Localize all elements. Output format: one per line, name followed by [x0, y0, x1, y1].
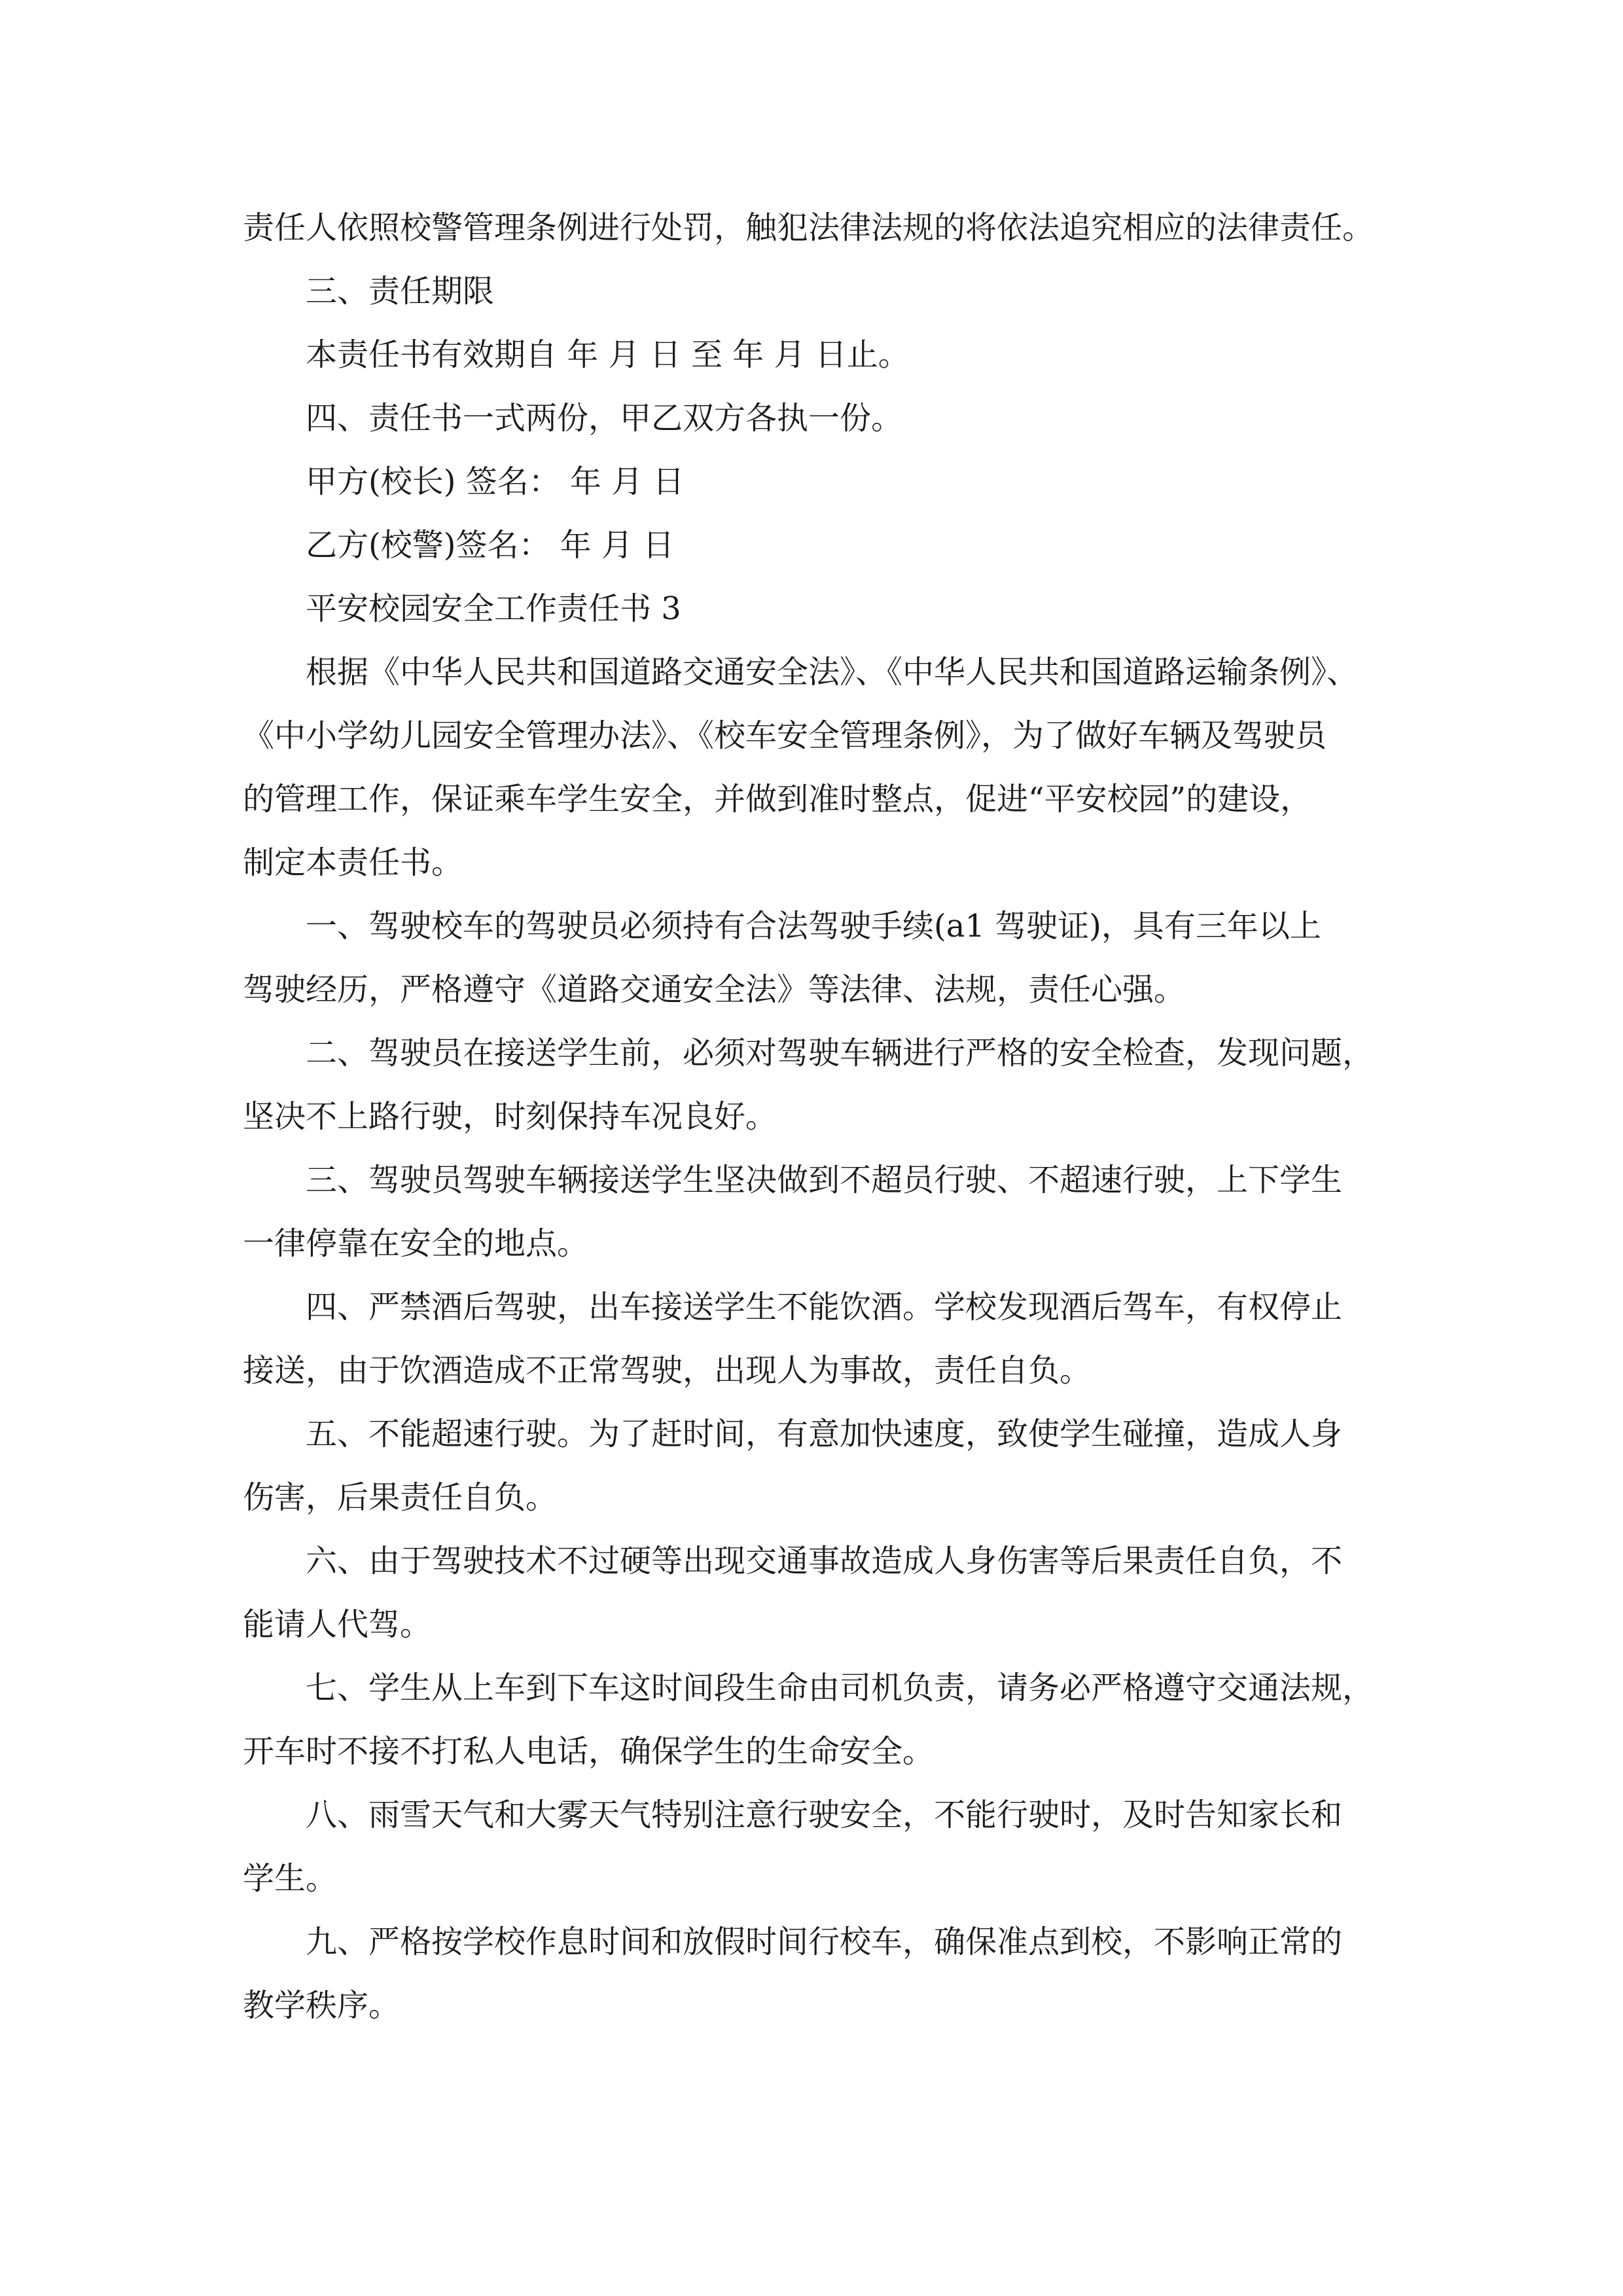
text-line: 五、不能超速行驶。为了赶时间，有意加快速度，致使学生碰撞，造成人身: [306, 1416, 1343, 1452]
text-line: 根据《中华人民共和国道路交通安全法》、《中华人民共和国道路运输条例》、: [306, 654, 1359, 691]
signature-line-party-a: 甲方(校长) 签名： 年 月 日: [306, 463, 685, 500]
text-line: 八、雨雪天气和大雾天气特别注意行驶安全，不能行驶时，及时告知家长和: [306, 1797, 1343, 1833]
text-line: 一、驾驶校车的驾驶员必须持有合法驾驶手续(a1 驾驶证)，具有三年以上: [306, 908, 1321, 944]
text-line: 六、由于驾驶技术不过硬等出现交通事故造成人身伤害等后果责任自负，不: [306, 1543, 1343, 1579]
text-line: 四、严禁酒后驾驶，出车接送学生不能饮酒。学校发现酒后驾车，有权停止: [306, 1289, 1343, 1325]
text-line: 二、驾驶员在接送学生前，必须对驾驶车辆进行严格的安全检查，发现问题，: [306, 1035, 1374, 1071]
text-line: 制定本责任书。: [243, 844, 463, 881]
text-line: 坚决不上路行驶，时刻保持车况良好。: [243, 1098, 777, 1135]
section-heading: 三、责任期限: [306, 273, 495, 310]
text-line: 七、学生从上车到下车这时间段生命由司机负责，请务必严格遵守交通法规，: [306, 1670, 1374, 1706]
text-line: 本责任书有效期自 年 月 日 至 年 月 日止。: [306, 336, 910, 373]
text-line: 责任人依照校警管理条例进行处罚，触犯法律法规的将依法追究相应的法律责任。: [243, 209, 1374, 246]
text-line: 《中小学幼儿园安全管理办法》、《校车安全管理条例》，为了做好车辆及驾驶员: [243, 717, 1327, 754]
text-line: 教学秩序。: [243, 1987, 401, 2024]
text-line: 接送，由于饮酒造成不正常驾驶，出现人为事故，责任自负。: [243, 1352, 1092, 1389]
text-line: 九、严格按学校作息时间和放假时间行校车，确保准点到校，不影响正常的: [306, 1924, 1343, 1960]
text-line: 一律停靠在安全的地点。: [243, 1225, 589, 1262]
document-subtitle: 平安校园安全工作责任书 3: [306, 590, 681, 627]
signature-line-party-b: 乙方(校警)签名： 年 月 日: [306, 527, 675, 564]
text-line: 驾驶经历，严格遵守《道路交通安全法》等法律、法规，责任心强。: [243, 971, 1186, 1008]
text-line: 的管理工作，保证乘车学生安全，并做到准时整点，促进“平安校园”的建设，: [243, 781, 1312, 817]
text-line: 三、驾驶员驾驶车辆接送学生坚决做到不超员行驶、不超速行驶，上下学生: [306, 1162, 1343, 1198]
text-line: 学生。: [243, 1860, 338, 1897]
text-line: 伤害，后果责任自负。: [243, 1479, 558, 1516]
text-line: 能请人代驾。: [243, 1606, 432, 1643]
text-line: 开车时不接不打私人电话，确保学生的生命安全。: [243, 1733, 935, 1770]
text-line: 四、责任书一式两份，甲乙双方各执一份。: [306, 400, 903, 437]
